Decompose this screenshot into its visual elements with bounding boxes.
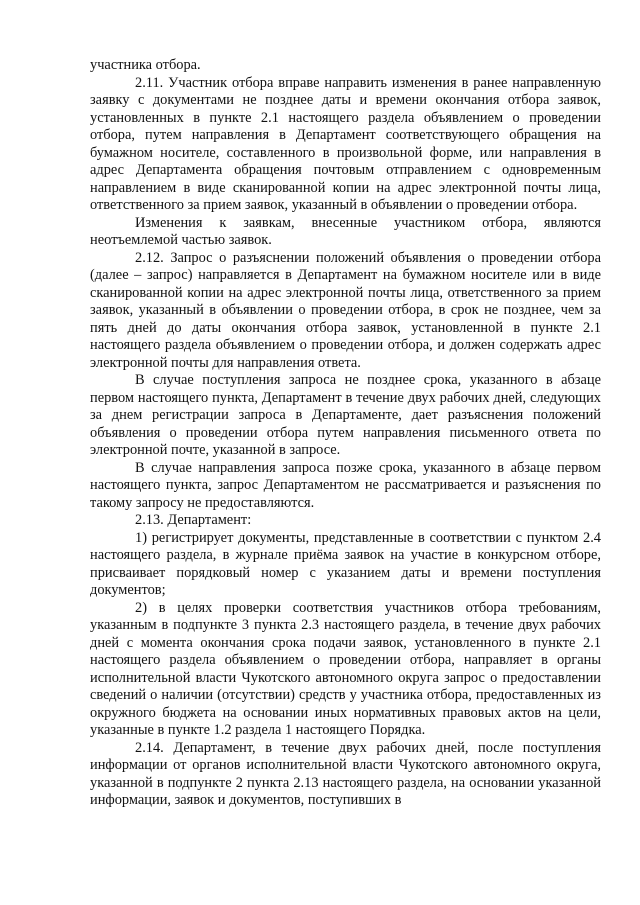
paragraph-2-14: 2.14. Департамент, в течение двух рабочих дней, после поступления информации от органов исполнительной власти Чукотского автономного округа, указанной в подпункте 2 пункта 2.13 настоящего раздела, на основании указанной информации, заявок и документов, поступивших в [90, 739, 601, 808]
paragraph-2-11: 2.11. Участник отбора вправе направить изменения в ранее направленную заявку с документами не позднее даты и времени окончания отбора заявок, установленных в пункте 2.1 настоящего раздела объявлением о проведении отбора, путем направления в Департамент соответствующего обращения на бумажном носителе, составленного в произвольной форме, или направления в адрес Департамента обращения почтовым отправлением с одновременным направлением в виде сканированной копии на адрес электронной почты лица, ответственного за прием заявок, указанный в объявлении о проведении отбора. [90, 74, 601, 213]
paragraph-2-13-item-2: 2) в целях проверки соответствия участников отбора требованиям, указанным в подпункте 3 пункта 2.3 настоящего раздела, в течение двух рабочих дней с момента окончания срока подачи заявок, установленного в пункте 2.1 настоящего раздела объявлением о проведении отбора, направляет в органы исполнительной власти Чукотского автономного округа запрос о предоставлении сведений о наличии (отсутствии) средств у участника отбора, предоставленных из окружного бюджета на основании иных нормативных правовых актов на цели, указанные в пункте 1.2 раздела 1 настоящего Порядка. [90, 599, 601, 738]
paragraph-2-13-item-1: 1) регистрирует документы, представленные в соответствии с пунктом 2.4 настоящего раздела, в журнале приёма заявок на участие в конкурсном отборе, присваивает порядковый номер с указанием даты и времени поступления документов; [90, 529, 601, 598]
paragraph-2-12-late-request: В случае направления запроса позже срока, указанного в абзаце первом настоящего пункта, запрос Департаментом не рассматривается и разъяснения по такому запросу не предоставляются. [90, 459, 601, 511]
paragraph-2-12: 2.12. Запрос о разъяснении положений объявления о проведении отбора (далее – запрос) направляется в Департамент на бумажном носителе или в виде сканированной копии на адрес электронной почты лица, ответственного за прием заявок, указанный в объявлении о проведении отбора, в срок не позднее, чем за пять дней до даты окончания отбора заявок, установленной в пункте 2.1 настоящего раздела объявлением о проведении отбора, и должен содержать адрес электронной почты для направления ответа. [90, 249, 601, 371]
paragraph-continuation: участника отбора. [90, 57, 201, 73]
paragraph-2-12-timely-request: В случае поступления запроса не позднее срока, указанного в абзаце первом настоящего пункта, Департамент в течение двух рабочих дней, следующих за днем регистрации запроса в Департаменте, дает разъяснения положений объявления о проведении отбора путем направления письменного ответа по электронной почте, указанной в запросе. [90, 372, 601, 458]
document-page [90, 57, 601, 810]
paragraph-2-11-changes: Изменения к заявкам, внесенные участником отбора, являются неотъемлемой частью заявок. [90, 214, 601, 248]
paragraph-2-13: 2.13. Департамент: [135, 512, 252, 528]
